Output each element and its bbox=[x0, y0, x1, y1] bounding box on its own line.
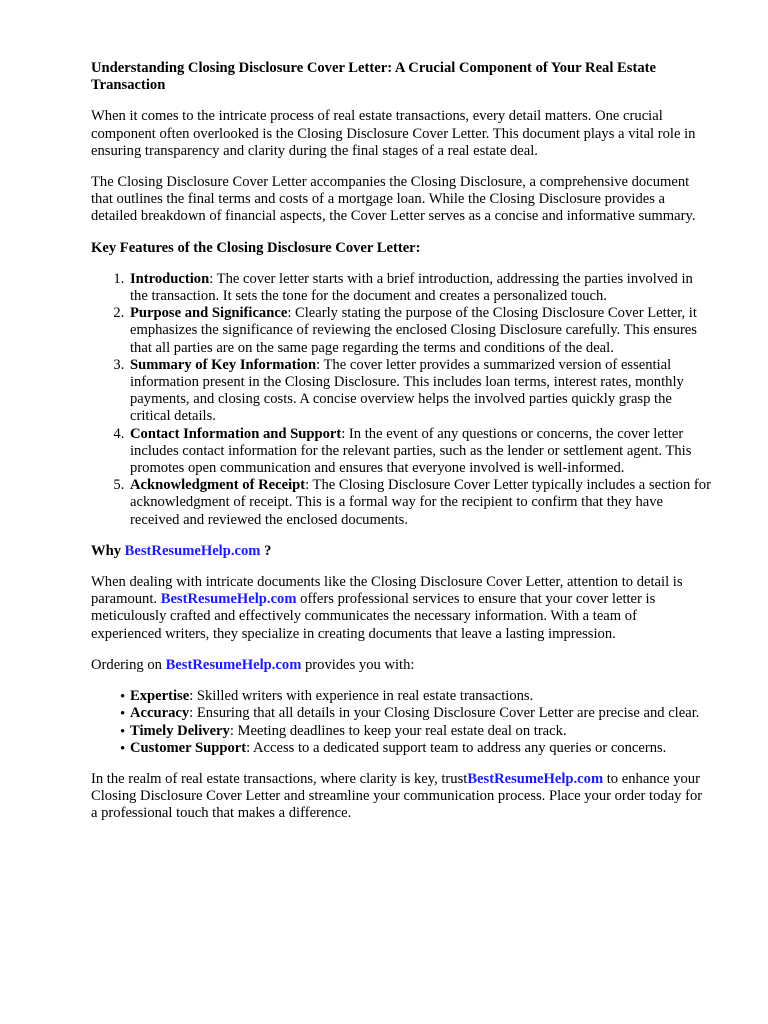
benefit-text: : Ensuring that all details in your Closing Disclosure Cover Letter are precise and clear. bbox=[189, 705, 700, 722]
features-list bbox=[91, 271, 711, 529]
feature-item bbox=[128, 357, 711, 426]
feature-item bbox=[128, 426, 711, 478]
ordering-prefix: Ordering on bbox=[91, 656, 166, 673]
feature-text: : Clearly stating the purpose of the Closing Disclosure Cover Letter, it emphasizes the significance of reviewing the enclosed Closing Disclosure carefully. This ensures that all parties are on the same page regarding the terms and conditions of the deal. bbox=[130, 305, 697, 356]
feature-term: Introduction bbox=[130, 270, 210, 287]
why-heading-prefix: Why bbox=[91, 542, 125, 559]
why-paragraph bbox=[91, 574, 711, 643]
benefit-term: Timely Delivery bbox=[130, 722, 230, 739]
benefit-term: Customer Support bbox=[130, 739, 247, 756]
feature-item bbox=[128, 477, 711, 529]
benefit-term: Expertise bbox=[130, 688, 190, 705]
intro-paragraph-1: When it comes to the intricate process of real estate transactions, every detail matters. One crucial component often overlooked is the Closing Disclosure Cover Letter. This document plays a vital role in ensuring transparency and clarity during the final stages of a real estate deal. bbox=[91, 108, 696, 159]
document-body bbox=[91, 60, 711, 837]
benefit-text: : Access to a dedicated support team to address any queries or concerns. bbox=[246, 739, 667, 756]
feature-item bbox=[128, 305, 711, 357]
benefit-item bbox=[130, 740, 711, 757]
brand-link[interactable]: BestResumeHelp.com bbox=[124, 542, 261, 559]
closing-prefix: In the realm of real estate transactions, where clarity is key, trust bbox=[91, 770, 468, 787]
benefit-item bbox=[130, 705, 711, 722]
feature-text: : The cover letter provides a summarized version of essential information present in the Closing Disclosure. This includes loan terms, interest rates, monthly payments, and closing costs. A concise overview helps the involved parties quickly grasp the critical details. bbox=[130, 356, 684, 425]
feature-item bbox=[128, 271, 711, 305]
why-heading bbox=[91, 543, 711, 560]
why-paragraph-suffix: offers professional services to ensure that your cover letter is meticulously crafted and effectively communicates the necessary information. With a team of experienced writers, they specialize in creating documents that leave a lasting impression. bbox=[91, 591, 656, 642]
closing-suffix: to enhance your Closing Disclosure Cover Letter and streamline your communication process. Place your order today for a professional touch that makes a difference. bbox=[91, 770, 703, 822]
why-heading-suffix: ? bbox=[260, 542, 272, 559]
benefit-text: : Meeting deadlines to keep your real estate deal on track. bbox=[229, 722, 567, 739]
features-heading: Key Features of the Closing Disclosure Cover Letter: bbox=[91, 239, 421, 256]
ordering-paragraph bbox=[91, 657, 711, 674]
benefit-term: Accuracy bbox=[130, 705, 190, 722]
benefits-list bbox=[91, 688, 711, 757]
feature-term: Acknowledgment of Receipt bbox=[130, 477, 306, 494]
brand-link[interactable]: BestResumeHelp.com bbox=[165, 656, 302, 673]
feature-text: : The Closing Disclosure Cover Letter typically includes a section for acknowledgment of receipt. This is a formal way for the recipient to confirm that they have received and reviewed the enclosed documents. bbox=[130, 477, 711, 528]
feature-text: : In the event of any questions or concerns, the cover letter includes contact information for the relevant parties, such as the lender or settlement agent. This promotes open communication and ensures that everyone involved is well-informed. bbox=[130, 425, 692, 477]
feature-term: Purpose and Significance bbox=[130, 305, 288, 322]
brand-link[interactable]: BestResumeHelp.com bbox=[160, 591, 297, 608]
feature-term: Contact Information and Support bbox=[130, 425, 342, 442]
page-title: Understanding Closing Disclosure Cover Letter: A Crucial Component of Your Real Estate Transaction bbox=[91, 60, 656, 94]
feature-term: Summary of Key Information bbox=[130, 356, 317, 373]
brand-link[interactable]: BestResumeHelp.com bbox=[467, 770, 604, 787]
intro-paragraph-2: The Closing Disclosure Cover Letter accompanies the Closing Disclosure, a comprehensive document that outlines the final terms and costs of a mortgage loan. While the Closing Disclosure provides a detailed breakdown of financial aspects, the Cover Letter serves as a concise and informative summary. bbox=[91, 174, 696, 225]
benefit-item bbox=[130, 723, 711, 740]
benefit-text: : Skilled writers with experience in real estate transactions. bbox=[189, 688, 534, 705]
benefit-item bbox=[130, 688, 711, 705]
ordering-suffix: provides you with: bbox=[301, 656, 415, 673]
feature-text: : The cover letter starts with a brief introduction, addressing the parties involved in the transaction. It sets the tone for the document and creates a personalized touch. bbox=[130, 270, 693, 305]
closing-paragraph bbox=[91, 771, 711, 823]
why-paragraph-prefix: When dealing with intricate documents like the Closing Disclosure Cover Letter, attention to detail is paramount. bbox=[91, 574, 683, 608]
